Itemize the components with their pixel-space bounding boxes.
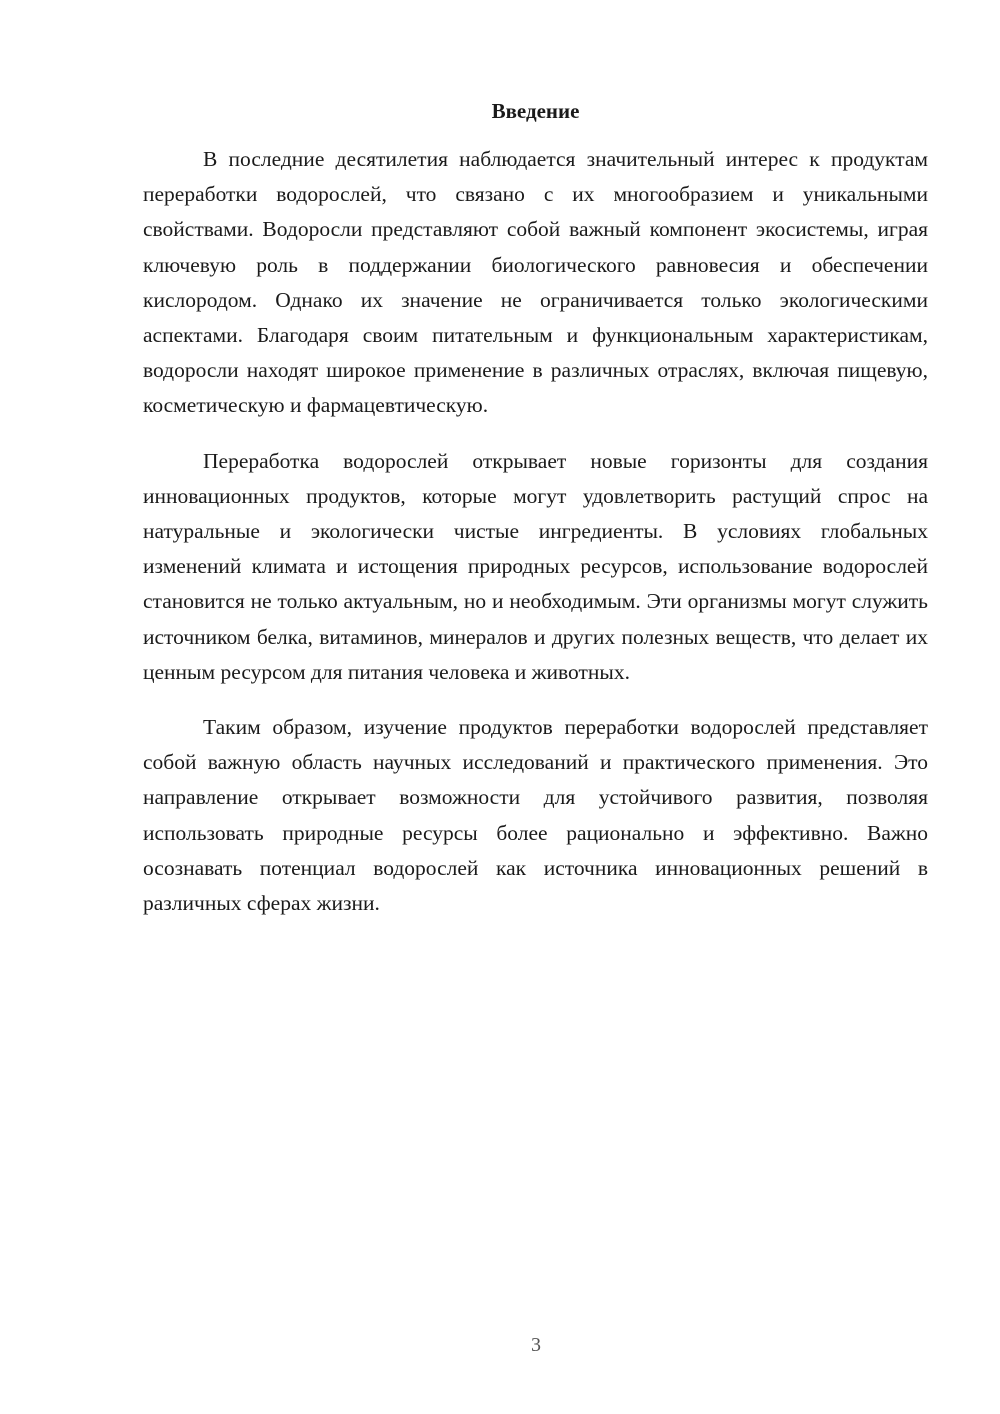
body-text <box>143 142 928 941</box>
section-title: Введение <box>491 99 580 123</box>
page-number: 3 <box>531 1334 541 1356</box>
paragraph-1: В последние десятилетия наблюдается значительный интерес к продуктам переработки водорослей, что связано с их многообразием и уникальными свойствами. Водоросли представляют собой важный компонент экосистемы, играя ключевую роль в поддержании биологического равновесия и обеспечении кислородом. Однако их значение не ограничивается только экологическими аспектами. Благодаря своим питательным и функциональным характеристикам, водоросли находят широкое применение в различных отраслях, включая пищевую, косметическую и фармацевтическую. <box>143 147 928 418</box>
paragraph-3: Таким образом, изучение продуктов переработки водорослей представляет собой важную область научных исследований и практического применения. Это направление открывает возможности для устойчивого развития, позволяя использовать природные ресурсы более рационально и эффективно. Важно осознавать потенциал водорослей как источника инновационных решений в различных сферах жизни. <box>143 715 928 916</box>
paragraph-2: Переработка водорослей открывает новые горизонты для создания инновационных продуктов, которые могут удовлетворить растущий спрос на натуральные и экологически чистые ингредиенты. В условиях глобальных изменений климата и истощения природных ресурсов, использование водорослей становится не только актуальным, но и необходимым. Эти организмы могут служить источником белка, витаминов, минералов и других полезных веществ, что делает их ценным ресурсом для питания человека и животных. <box>143 448 928 684</box>
